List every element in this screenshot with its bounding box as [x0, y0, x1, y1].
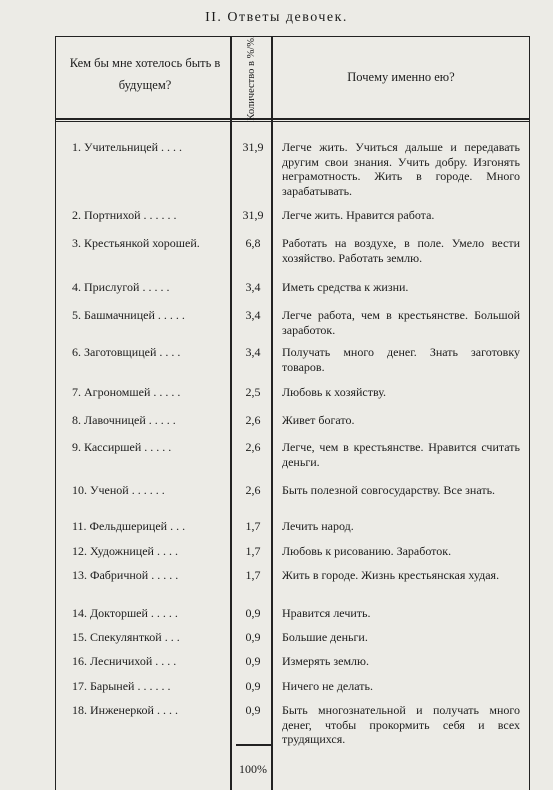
row-percent: 3,4 — [245, 345, 261, 359]
row-occupation: 16. Лесничихой . . . . — [72, 654, 177, 668]
row-reason: Легче жить. Нравится работа. — [282, 208, 435, 222]
row-reason: Лечить народ. — [282, 519, 354, 533]
row-occupation: 13. Фабричной . . . . . — [72, 568, 179, 582]
row-occupation: 14. Докторшей . . . . . — [72, 606, 178, 620]
row-percent: 1,7 — [245, 519, 261, 533]
row-percent: 0,9 — [245, 679, 261, 693]
header-amount — [236, 35, 268, 121]
column-divider-2 — [271, 36, 273, 790]
row-reason: Жить в городе. Жизнь крестьянская худая. — [282, 568, 500, 582]
row-reason: Быть полезной совгосударству. Все знать. — [282, 483, 496, 497]
row-reason: Иметь средства к жизни. — [282, 280, 409, 294]
header-why: Почему именно ею? — [347, 70, 455, 84]
row-occupation: 15. Спекулянткой . . . — [72, 630, 180, 644]
header-who: Кем бы мне хотелось быть в будущем? — [69, 56, 221, 92]
row-reason: Получать много денег. Знать заготовку товаров. — [282, 345, 520, 374]
row-occupation: 10. Ученой . . . . . . — [72, 483, 165, 497]
row-reason: Любовь к хозяйству. — [282, 385, 387, 399]
header-rule-double — [55, 121, 530, 122]
row-occupation: 12. Художницей . . . . — [72, 544, 178, 558]
row-reason: Живет богато. — [282, 413, 355, 427]
row-reason: Легче жить. Учиться дальше и передавать другим свои знания. Учить добру. Изгонять неграмотность. Жить в городе. Много зарабатывать. — [282, 140, 520, 198]
row-percent: 31,9 — [242, 208, 264, 222]
row-reason: Ничего не делать. — [282, 679, 373, 693]
row-reason: Быть многознательной и получать много денег, чтобы прокормить себя и всех трудящихся. — [282, 703, 520, 746]
row-reason: Большие деньги. — [282, 630, 368, 644]
row-percent: 3,4 — [245, 308, 261, 322]
header-amount-text: Количество в %/%. — [246, 35, 257, 121]
row-reason: Нравится лечить. — [282, 606, 371, 620]
row-percent: 0,9 — [245, 703, 261, 717]
table-title: II. Ответы девочек. — [205, 10, 348, 25]
row-percent: 1,7 — [245, 568, 261, 582]
row-occupation: 4. Прислугой . . . . . — [72, 280, 170, 294]
row-percent: 0,9 — [245, 606, 261, 620]
row-reason: Легче, чем в крестьянстве. Нравится считать деньги. — [282, 440, 520, 469]
row-percent: 2,5 — [245, 385, 261, 399]
row-percent: 2,6 — [245, 413, 261, 427]
row-occupation: 18. Инженеркой . . . . — [72, 703, 178, 717]
total-value: 100% — [239, 762, 267, 776]
row-percent: 31,9 — [242, 140, 264, 154]
row-occupation: 3. Крестьянкой хорошей. — [72, 236, 200, 250]
row-occupation: 5. Башмачницей . . . . . — [72, 308, 185, 322]
row-occupation: 7. Агрономшей . . . . . — [72, 385, 181, 399]
row-occupation: 1. Учительницей . . . . — [72, 140, 182, 154]
row-occupation: 11. Фельдшерицей . . . — [72, 519, 186, 533]
row-percent: 0,9 — [245, 654, 261, 668]
row-percent: 2,6 — [245, 440, 261, 454]
row-percent: 1,7 — [245, 544, 261, 558]
row-percent: 6,8 — [245, 236, 261, 250]
row-occupation: 6. Заготовщицей . . . . — [72, 345, 181, 359]
row-percent: 3,4 — [245, 280, 261, 294]
row-reason: Легче работа, чем в крестьянстве. Большой заработок. — [282, 308, 520, 337]
total-rule — [236, 744, 272, 746]
row-occupation: 9. Кассиршей . . . . . — [72, 440, 172, 454]
row-occupation: 2. Портнихой . . . . . . — [72, 208, 177, 222]
row-percent: 2,6 — [245, 483, 261, 497]
header-rule — [55, 118, 530, 120]
row-occupation: 17. Барыней . . . . . . — [72, 679, 171, 693]
row-reason: Измерять землю. — [282, 654, 370, 668]
row-reason: Любовь к рисованию. Заработок. — [282, 544, 452, 558]
row-reason: Работать на воздухе, в поле. Умело вести хозяйство. Работать землю. — [282, 236, 520, 265]
row-percent: 0,9 — [245, 630, 261, 644]
row-occupation: 8. Лавочницей . . . . . — [72, 413, 176, 427]
